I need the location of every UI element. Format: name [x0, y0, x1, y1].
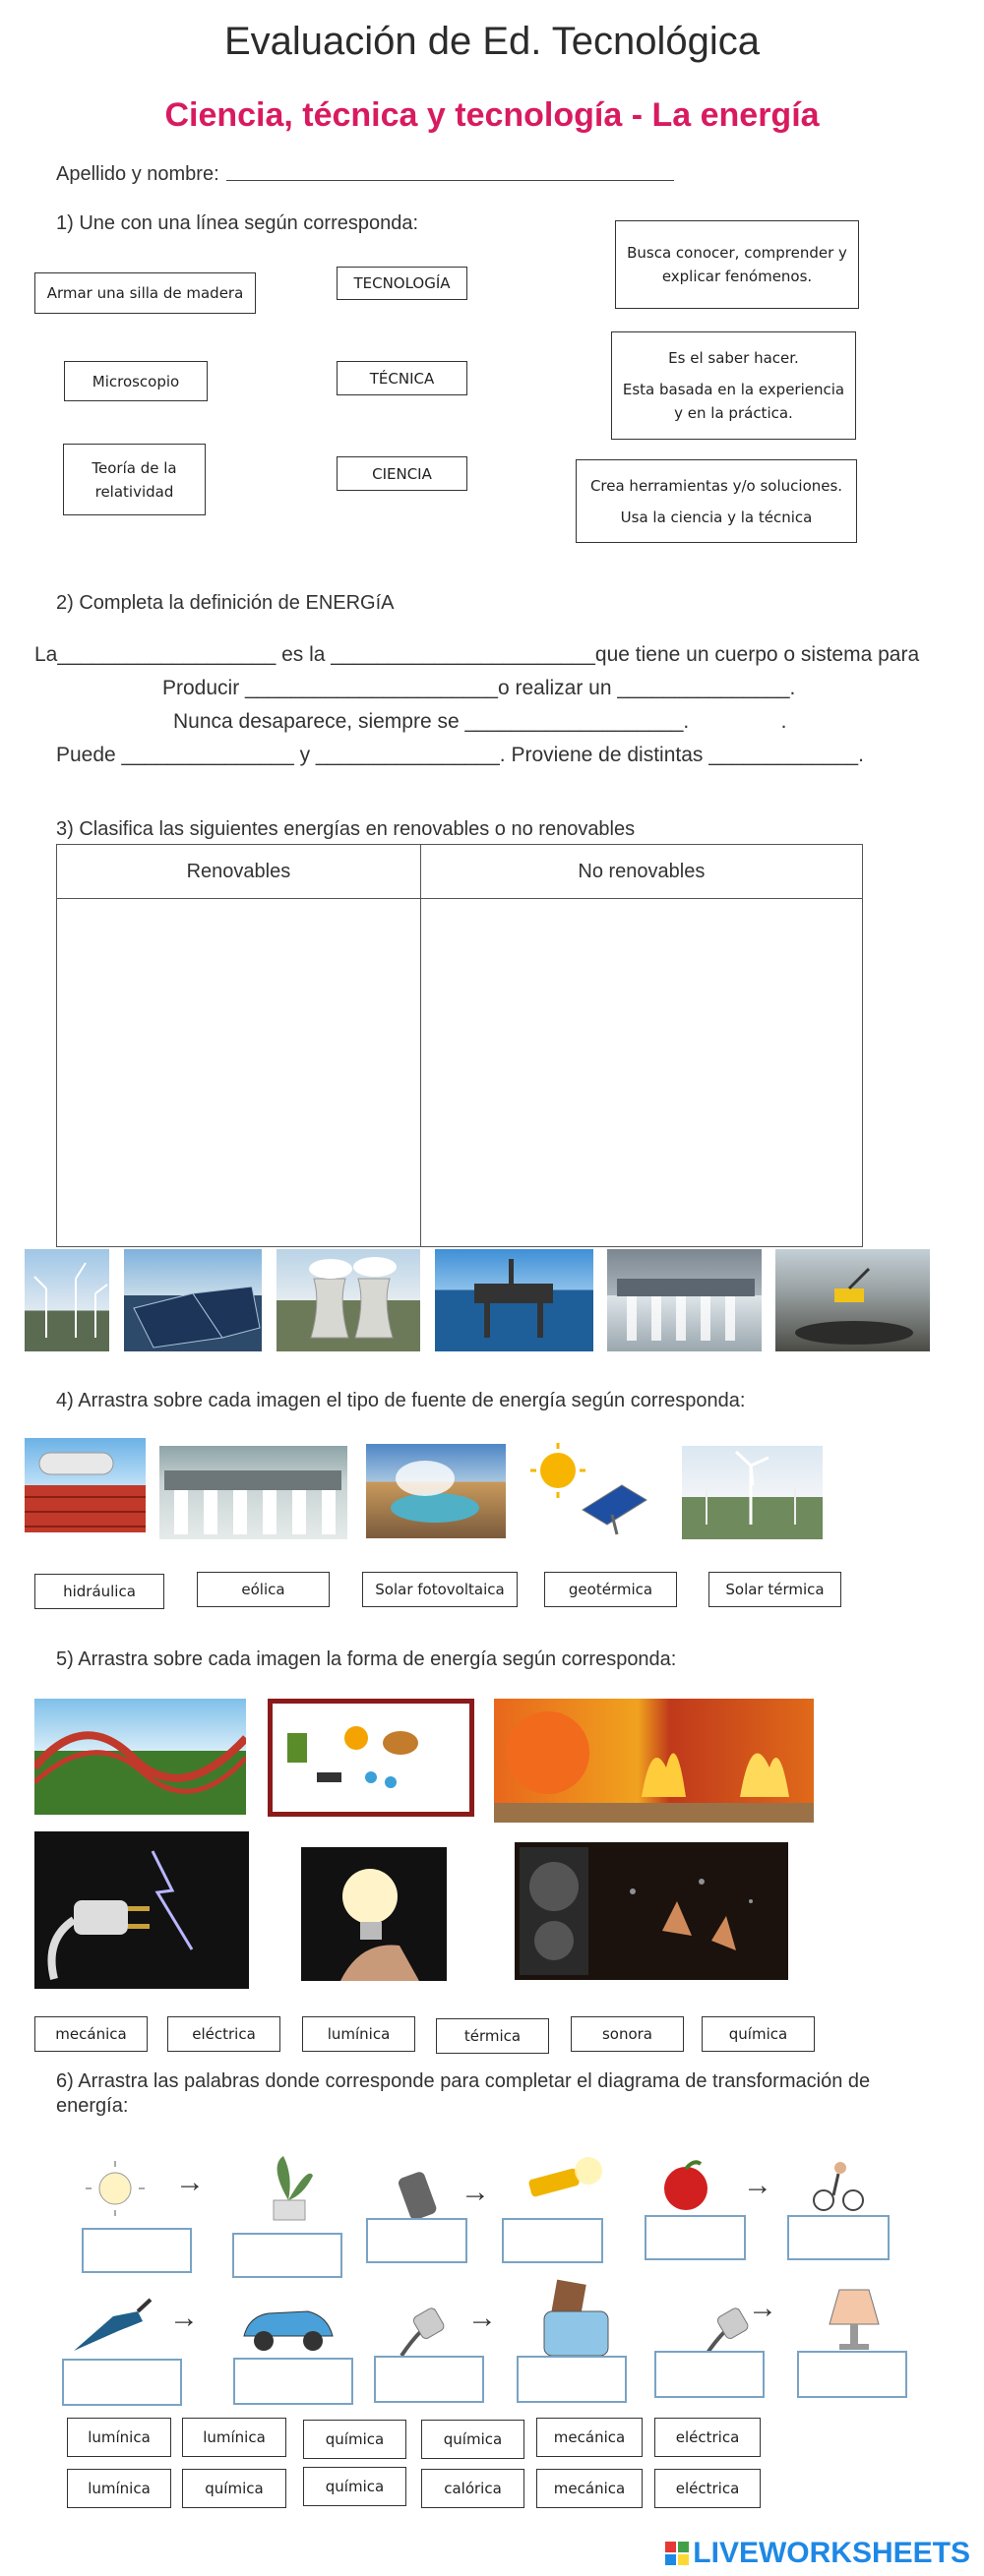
q6-drop-1a[interactable]	[82, 2228, 192, 2273]
q1-left-3[interactable]: Teoría de la relatividad	[63, 444, 206, 515]
q6-drop-4b[interactable]	[233, 2358, 353, 2405]
plant-icon	[254, 2146, 323, 2230]
hydro-dam-image[interactable]	[159, 1446, 347, 1539]
dam-image[interactable]	[607, 1249, 762, 1351]
arrow-icon-5: →	[467, 2302, 497, 2334]
q6-option-r2-6[interactable]: eléctrica	[654, 2469, 761, 2508]
q1-right-3-line1: Crea herramientas y/o soluciones.	[589, 476, 843, 495]
q6-option-r1-1[interactable]: lumínica	[67, 2418, 171, 2457]
wind-farm-image[interactable]	[25, 1249, 109, 1351]
thermal-energy-image[interactable]	[494, 1699, 814, 1823]
q6-option-r2-5[interactable]: mecánica	[536, 2469, 643, 2508]
plug-icon	[392, 2292, 461, 2366]
q1-right-1[interactable]	[615, 220, 859, 309]
q6-option-r2-2[interactable]: química	[182, 2469, 286, 2508]
q6-drop-3b[interactable]	[787, 2215, 890, 2260]
q6-option-r1-6[interactable]: eléctrica	[654, 2418, 761, 2457]
q6-option-r1-2[interactable]: lumínica	[182, 2418, 286, 2457]
liveworksheets-brand	[665, 2537, 970, 2570]
q5-option-sonora[interactable]: sonora	[571, 2016, 684, 2052]
arrow-icon-4: →	[169, 2302, 199, 2334]
drop-renovables[interactable]	[57, 899, 421, 1247]
q1-right-3[interactable]	[576, 459, 857, 543]
brand-text: LIVEWORKSHEETS	[693, 2537, 970, 2569]
fuel-nozzle-icon	[64, 2292, 153, 2366]
q6-drop-1b[interactable]	[232, 2233, 342, 2278]
roller-coaster-image[interactable]	[34, 1699, 246, 1815]
q6-drop-6a[interactable]	[654, 2351, 765, 2398]
q4-prompt: 4) Arrastra sobre cada imagen el tipo de fuente de energía según corresponda:	[56, 1390, 746, 1411]
q1-right-2-line2: Esta basada en la experiencia y en la práctica.	[622, 381, 845, 422]
q1-right-1-text: Busca conocer, comprender y explicar fenómenos.	[627, 244, 847, 285]
col-no-renovables: No renovables	[420, 845, 862, 899]
coal-mine-image[interactable]	[775, 1249, 930, 1351]
q6-option-r1-5[interactable]: mecánica	[536, 2418, 643, 2457]
name-label: Apellido y nombre:	[56, 163, 219, 185]
q1-middle-tecnica[interactable]: TÉCNICA	[337, 361, 467, 395]
q6-drop-2a[interactable]	[366, 2218, 467, 2263]
nuclear-plant-image[interactable]	[277, 1249, 420, 1351]
q6-drop-6b[interactable]	[797, 2351, 907, 2398]
car-icon	[234, 2292, 342, 2366]
col-renovables: Renovables	[57, 845, 421, 899]
q1-prompt: 1) Une con una línea según corresponda:	[56, 212, 419, 234]
liveworksheets-logo-icon	[665, 2542, 689, 2565]
q5-option-electrica[interactable]: eléctrica	[167, 2016, 280, 2052]
apple-icon	[656, 2154, 715, 2218]
q6-drop-5b[interactable]	[517, 2356, 627, 2403]
q5-option-luminica[interactable]: lumínica	[302, 2016, 415, 2052]
q2-line-1: La___________________ es la _______________________que tiene un cuerpo o sistema para	[34, 643, 920, 666]
page-subtitle: Ciencia, técnica y tecnología - La energía	[164, 96, 820, 134]
cyclist-icon	[809, 2156, 868, 2220]
q6-option-r1-3[interactable]: química	[303, 2420, 406, 2459]
q1-right-3-line2: Usa la ciencia y la técnica	[620, 508, 813, 526]
light-bulb-image[interactable]	[301, 1847, 447, 1981]
sound-energy-image[interactable]	[515, 1842, 788, 1980]
q4-option-geotermica[interactable]: geotérmica	[544, 1572, 677, 1607]
solar-panel-sun-image[interactable]	[528, 1441, 661, 1541]
page-title: Evaluación de Ed. Tecnológica	[223, 20, 761, 63]
wind-turbines-image[interactable]	[682, 1446, 823, 1539]
q6-option-r2-1[interactable]: lumínica	[67, 2469, 171, 2508]
q3-prompt: 3) Clasifica las siguientes energías en renovables o no renovables	[56, 818, 636, 840]
q6-option-r2-4[interactable]: calórica	[421, 2469, 524, 2508]
q4-option-solar-termica[interactable]: Solar térmica	[708, 1572, 841, 1607]
name-input-line[interactable]	[226, 180, 674, 181]
q4-option-eolica[interactable]: eólica	[197, 1572, 330, 1607]
electric-plug-image[interactable]	[34, 1831, 249, 1989]
q1-middle-ciencia[interactable]: CIENCIA	[337, 456, 467, 491]
q2-line-3: Nunca desaparece, siempre se ___________________. .	[173, 710, 787, 733]
flashlight-icon	[520, 2149, 608, 2213]
q4-option-solar-fotovoltaica[interactable]: Solar fotovoltaica	[362, 1572, 518, 1607]
q6-drop-5a[interactable]	[374, 2356, 484, 2403]
q2-line-4: Puede _______________ y ________________. Proviene de distintas _____________.	[56, 744, 864, 766]
arrow-icon-2: →	[461, 2176, 490, 2208]
q2-prompt: 2) Completa la definición de ENERGíA	[56, 592, 395, 614]
classification-table	[56, 844, 863, 1247]
q5-option-termica[interactable]: térmica	[436, 2018, 549, 2054]
q2-line-2: Producir ______________________o realizar un _______________.	[162, 677, 796, 699]
q6-drop-3a[interactable]	[645, 2215, 746, 2260]
q6-drop-4a[interactable]	[62, 2359, 182, 2406]
q6-drop-2b[interactable]	[502, 2218, 603, 2263]
solar-water-heater-image[interactable]	[25, 1438, 146, 1532]
geothermal-image[interactable]	[366, 1444, 506, 1538]
arrow-icon-3: →	[743, 2169, 772, 2201]
q6-prompt: 6) Arrastra las palabras donde corresponde para completar el diagrama de transformación de energía:	[56, 2070, 871, 2117]
q5-prompt: 5) Arrastra sobre cada imagen la forma de energía según corresponda:	[56, 1648, 677, 1670]
solar-panels-image[interactable]	[124, 1249, 262, 1351]
chemical-energy-image[interactable]	[268, 1699, 474, 1817]
arrow-icon-1: →	[175, 2166, 205, 2198]
q6-option-r2-3[interactable]: química	[303, 2467, 406, 2506]
sun-icon	[81, 2159, 150, 2223]
offshore-platform-image[interactable]	[435, 1249, 593, 1351]
q1-left-2[interactable]: Microscopio	[64, 361, 208, 401]
q5-option-quimica[interactable]: química	[702, 2016, 815, 2052]
q1-right-2[interactable]	[611, 331, 856, 440]
arrow-icon-6: →	[748, 2292, 777, 2324]
drop-no-renovables[interactable]	[420, 899, 862, 1247]
q1-left-1[interactable]: Armar una silla de madera	[34, 272, 256, 314]
q1-middle-tecnologia[interactable]: TECNOLOGÍA	[337, 267, 467, 300]
q5-option-mecanica[interactable]: mecánica	[34, 2016, 148, 2052]
q4-option-hidraulica[interactable]: hidráulica	[34, 1574, 164, 1609]
q6-option-r1-4[interactable]: química	[421, 2420, 524, 2459]
q1-right-2-line1: Es el saber hacer.	[668, 349, 799, 367]
